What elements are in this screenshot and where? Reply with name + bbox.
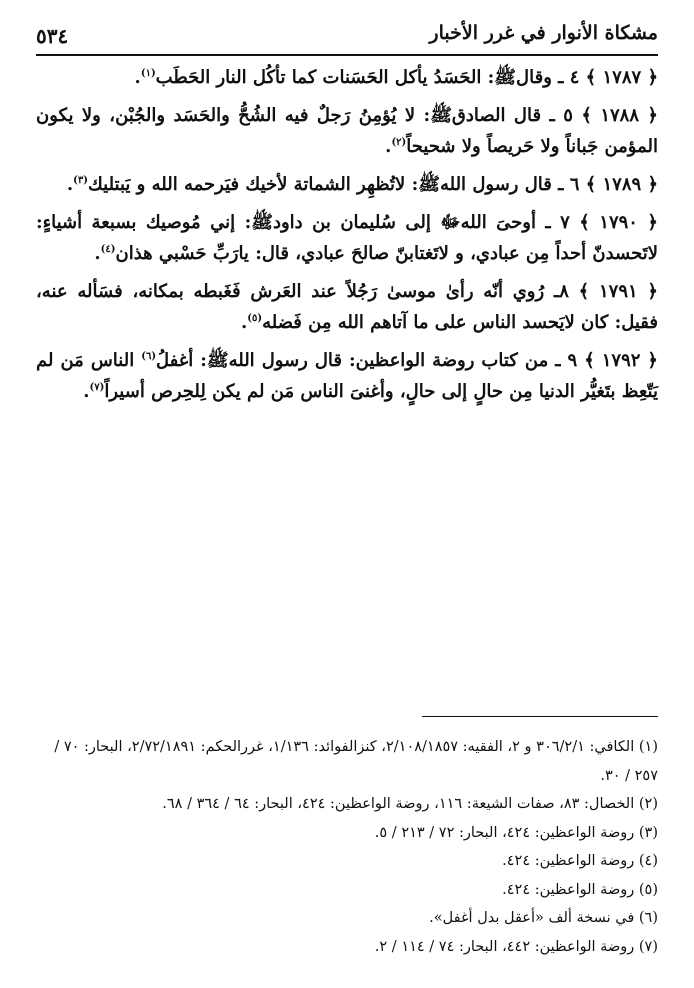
hadith-text: ٥ ـ قال الصادقﷺ: لا يُؤمِنُ رَجلٌ فيه الشُحُّ والحَسَد والجُبْن، ولا يكون المؤمن جَباناً ولا حَريصاً ولا شحيحاً xyxy=(36,105,658,157)
footnote-rule xyxy=(422,716,658,717)
hadith-entry xyxy=(36,100,658,162)
hadith-number: ﴿ ١٧٨٨ ﴾ xyxy=(581,105,658,126)
footnotes xyxy=(36,733,658,961)
hadith-text: ٨ـ رُوي أنّه رأىٰ موسىٰ رَجُلاً عند العَرش فَغَبطه بمكانه، فسَأله عنه، فقيل: كان لايَحسد الناس على ما آتاهم الله مِن فَضله xyxy=(36,281,658,333)
footnote-ref[interactable]: (٢) xyxy=(391,137,407,148)
footnote: (٦) في نسخة ألف «أعقل بدل أغفل». xyxy=(429,910,658,926)
footnote: (٤) روضة الواعظين: ٤٢٤. xyxy=(502,853,658,869)
hadith-text: ٩ ـ من كتاب روضة الواعظين: قال رسول اللهﷺ: أغفلُ xyxy=(156,350,578,371)
footnote-ref[interactable]: (٦) xyxy=(141,351,157,362)
header-rule xyxy=(36,54,658,56)
hadith-number: ﴿ ١٧٩٢ ﴾ xyxy=(584,350,658,371)
footnote: (٥) روضة الواعظين: ٤٢٤. xyxy=(502,881,658,898)
hadith-number: ﴿ ١٧٨٧ ﴾ xyxy=(585,67,658,88)
footnote: (٧) روضة الواعظين: ٤٤٢، البحار: ٧٤ / ١١٤ / ٢. xyxy=(374,938,658,955)
hadith-number: ﴿ ١٧٩٠ ﴾ xyxy=(579,212,658,233)
hadith-end: . xyxy=(66,174,74,195)
hadith-end: . xyxy=(134,67,141,88)
hadith-text-continued: الناس مَن لم يَتّعِظ بتَغيُّر الدنيا مِن حالٍ إلى حالٍ، وأغنىَ الناس مَن لم يكن لِلحِرص أسيراً xyxy=(36,350,658,402)
hadith-text: ٧ ـ أوحىَ اللهﷻ إلى سُليمان بن داودﷺ: إني مُوصيك بسبعة أشياءٍ: لاتَحسدنّ أحداً مِن عبادي، و لاتَغتابنّ صالحَ عبادي، قال: يارَبِّ حَسْبي هذان xyxy=(36,212,658,264)
page-header xyxy=(36,18,658,56)
hadith-end: . xyxy=(94,243,101,264)
footnote-ref[interactable]: (٤) xyxy=(100,244,116,255)
hadith-text: ٤ ـ وقالﷺ: الحَسَدُ يأكل الحَسَنات كما تأكُل النار الحَطَب xyxy=(155,67,580,88)
footnote: (٣) روضة الواعظين: ٤٢٤، البحار: ٧٢ / ٢١٣ / ٥. xyxy=(374,824,658,841)
hadith-end: . xyxy=(83,381,90,402)
footnote: (١) الكافي: ٣٠٦/٢/١ و ٢، الفقيه: ٢/١٠٨/١٨٥٧، كنزالفوائد: ١/١٣٦، غررالحكم: ٢/٧٢/١٨٩١، البحار: ٧٠ / ٢٥٧ / ٣٠. xyxy=(54,739,658,784)
footnote-ref[interactable]: (١) xyxy=(140,68,156,79)
running-title: مشكاة الأنوار في غرر الأخبار xyxy=(429,22,658,44)
footnote-ref[interactable]: (٥) xyxy=(247,313,263,324)
hadith-number: ﴿ ١٧٩١ ﴾ xyxy=(578,281,658,302)
hadith-entry xyxy=(36,62,658,93)
footnote-ref[interactable]: (٧) xyxy=(89,382,105,393)
hadith-number: ﴿ ١٧٨٩ ﴾ xyxy=(585,174,658,195)
footnote: (٢) الخصال: ٨٣، صفات الشيعة: ١١٦، روضة الواعظين: ٤٢٤، البحار: ٦٤ / ٣٦٤ / ٦٨. xyxy=(162,796,658,812)
footnote-ref[interactable]: (٣) xyxy=(73,175,88,186)
body-text xyxy=(36,62,658,414)
hadith-end: . xyxy=(385,136,392,157)
hadith-entry xyxy=(36,207,658,269)
hadith-entry xyxy=(36,345,658,407)
page-number: ٥٣٤ xyxy=(36,24,69,48)
hadith-entry xyxy=(36,169,658,200)
hadith-end: . xyxy=(240,312,248,333)
hadith-text: ٦ ـ قال رسول اللهﷺ: لاتُظهِر الشماتة لأخيك فيَرحمه الله و يَبتليك xyxy=(87,174,580,195)
hadith-entry xyxy=(36,276,658,338)
